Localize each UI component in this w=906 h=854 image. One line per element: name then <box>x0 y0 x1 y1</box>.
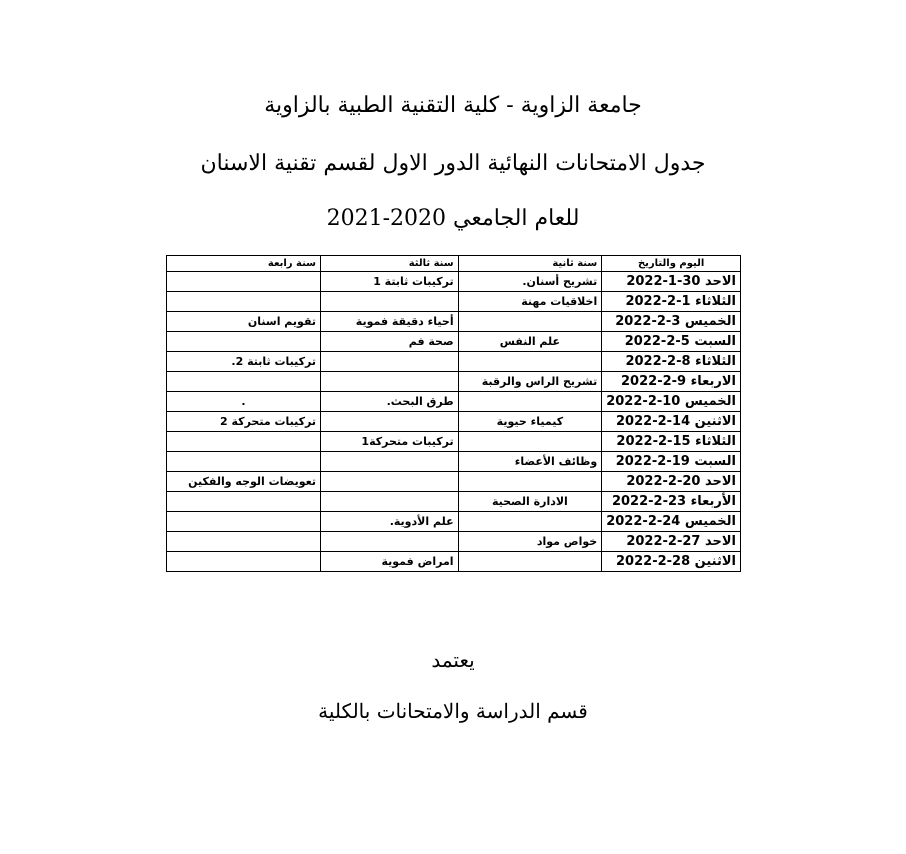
cell-year4: تركيبات ثابتة 2. <box>167 352 321 372</box>
cell-year4 <box>167 332 321 352</box>
cell-year3: علم الأدوية. <box>321 512 459 532</box>
schedule-title: جدول الامتحانات النهائية الدور الاول لقسم تقنية الاسنان <box>200 151 706 176</box>
cell-year4: تركيبات متحركة 2 <box>167 412 321 432</box>
cell-date: الخميس 3-2-2022 <box>602 312 741 332</box>
cell-year2 <box>458 352 602 372</box>
table-row <box>167 432 741 452</box>
cell-year3: صحة فم <box>321 332 459 352</box>
cell-date: الخميس 24-2-2022 <box>602 512 741 532</box>
cell-date: الاحد 30-1-2022 <box>602 272 741 292</box>
cell-year4 <box>167 492 321 512</box>
table-row <box>167 332 741 352</box>
table-row <box>167 372 741 392</box>
column-header-year4: سنة رابعة <box>167 256 321 272</box>
cell-year4: . <box>167 392 321 412</box>
cell-year2 <box>458 392 602 412</box>
academic-year: للعام الجامعي 2020-2021 <box>326 206 580 231</box>
cell-year2: الادارة الصحية <box>458 492 602 512</box>
cell-year2 <box>458 432 602 452</box>
cell-year2: خواص مواد <box>458 532 602 552</box>
cell-year3 <box>321 292 459 312</box>
cell-year2: تشريح أسنان. <box>458 272 602 292</box>
table-row <box>167 352 741 372</box>
table-row <box>167 472 741 492</box>
cell-year4: تقويم اسنان <box>167 312 321 332</box>
table-row <box>167 492 741 512</box>
cell-year3 <box>321 492 459 512</box>
cell-date: الثلاثاء 8-2-2022 <box>602 352 741 372</box>
cell-year3 <box>321 452 459 472</box>
cell-year4 <box>167 552 321 572</box>
cell-year3 <box>321 412 459 432</box>
cell-year2: وظائف الأعضاء <box>458 452 602 472</box>
approval-label: يعتمد <box>431 648 475 672</box>
cell-year4 <box>167 532 321 552</box>
cell-year3 <box>321 472 459 492</box>
table-row <box>167 392 741 412</box>
table-row <box>167 452 741 472</box>
cell-year4 <box>167 372 321 392</box>
table-row <box>167 512 741 532</box>
table-row <box>167 312 741 332</box>
cell-year3 <box>321 372 459 392</box>
cell-date: الاحد 20-2-2022 <box>602 472 741 492</box>
table-row <box>167 412 741 432</box>
cell-date: الاثنين 14-2-2022 <box>602 412 741 432</box>
cell-year4 <box>167 292 321 312</box>
cell-date: الاثنين 28-2-2022 <box>602 552 741 572</box>
column-header-date: اليوم والتاريخ <box>602 256 741 272</box>
cell-date: السبت 5-2-2022 <box>602 332 741 352</box>
cell-year3: طرق البحث. <box>321 392 459 412</box>
cell-date: الاحد 27-2-2022 <box>602 532 741 552</box>
cell-date: الخميس 10-2-2022 <box>602 392 741 412</box>
cell-year3 <box>321 352 459 372</box>
cell-date: السبت 19-2-2022 <box>602 452 741 472</box>
cell-year2: اخلاقيات مهنة <box>458 292 602 312</box>
cell-year2: كيمياء حيوية <box>458 412 602 432</box>
column-header-year2: سنة ثانية <box>458 256 602 272</box>
cell-year2 <box>458 312 602 332</box>
table-row <box>167 532 741 552</box>
exam-schedule-table <box>166 255 741 572</box>
cell-year2: تشريح الراس والرقبة <box>458 372 602 392</box>
cell-date: الثلاثاء 15-2-2022 <box>602 432 741 452</box>
table-row <box>167 292 741 312</box>
cell-year4 <box>167 272 321 292</box>
department-signature: قسم الدراسة والامتحانات بالكلية <box>318 699 588 723</box>
table-row <box>167 552 741 572</box>
cell-year3: تركيبات ثابتة 1 <box>321 272 459 292</box>
cell-date: الثلاثاء 1-2-2022 <box>602 292 741 312</box>
cell-year2 <box>458 472 602 492</box>
cell-year2: علم النفس <box>458 332 602 352</box>
university-title: جامعة الزاوية - كلية التقنية الطبية بالزاوية <box>264 93 642 118</box>
cell-year4 <box>167 512 321 532</box>
table-row <box>167 272 741 292</box>
table-header-row <box>167 256 741 272</box>
cell-year4 <box>167 452 321 472</box>
cell-date: الأربعاء 23-2-2022 <box>602 492 741 512</box>
cell-year4: تعويضات الوجه والفكين <box>167 472 321 492</box>
cell-date: الاربعاء 9-2-2022 <box>602 372 741 392</box>
column-header-year3: سنة ثالثة <box>321 256 459 272</box>
cell-year3: امراض فموية <box>321 552 459 572</box>
cell-year3: تركيبات متحركة1 <box>321 432 459 452</box>
cell-year2 <box>458 512 602 532</box>
cell-year3: أحياء دقيقة فموية <box>321 312 459 332</box>
cell-year3 <box>321 532 459 552</box>
cell-year4 <box>167 432 321 452</box>
cell-year2 <box>458 552 602 572</box>
